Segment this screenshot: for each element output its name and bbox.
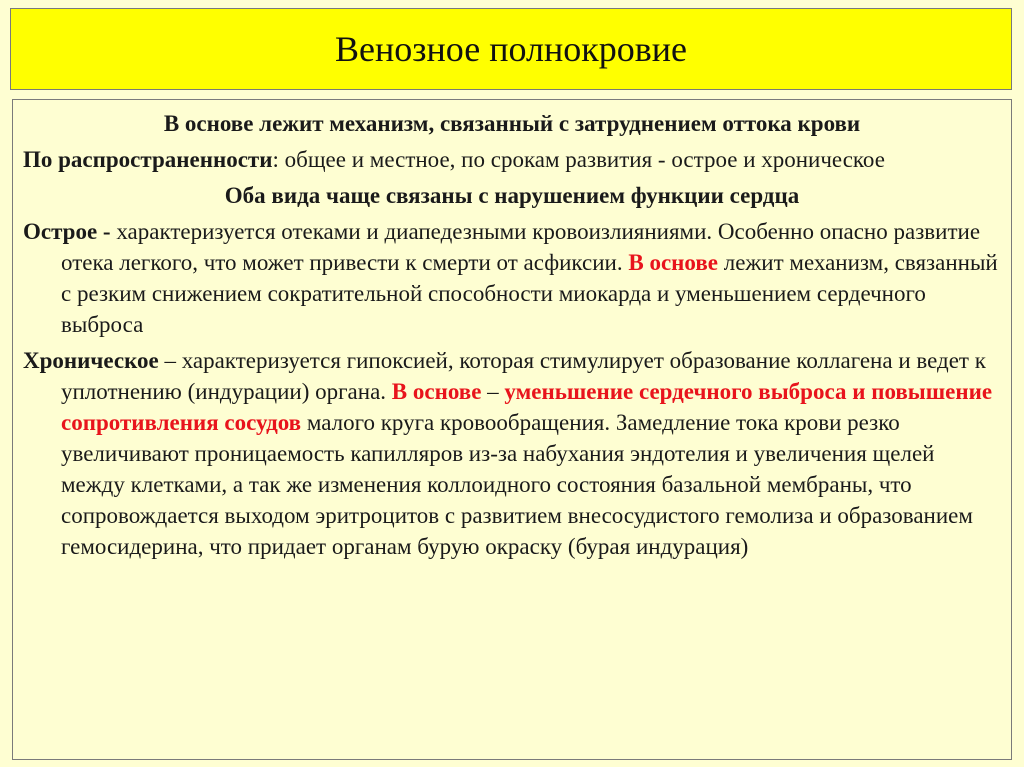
title-banner — [10, 8, 1012, 90]
chronic-text-1: – характеризуется гипоксией, которая стимулирует образование коллагена и ведет к уплотнению (индурации) органа. — [61, 348, 986, 404]
prevalence-paragraph — [23, 144, 1001, 175]
acute-text-2: лежит механизм, связанный с резким снижением сократительной способности миокарда и уменьшением сердечного выброса — [61, 250, 998, 337]
chronic-highlight-1: В основе — [391, 379, 482, 404]
acute-text-1: характеризуется отеками и диапедезными кровоизлияниями. Особенно опасно развитие отека легкого, что может привести к смерти от асфиксии. — [61, 219, 981, 275]
acute-term: Острое - — [23, 219, 111, 244]
acute-highlight: В основе — [628, 250, 718, 275]
chronic-text-3: малого круга кровообращения. Замедление тока крови резко увеличивают проницаемость капилляров из-за набухания эндотелия и увеличения щелей между клетками, а так же изменения коллоидного состояния базальной мембраны, что сопровождается выходом эритроцитов с развитием внесосудистого гемолиза и образованием гемосидерина, что придает органам бурую окраску (бурая индурация) — [61, 410, 973, 559]
chronic-text-2: – — [481, 379, 505, 404]
acute-paragraph — [23, 216, 1001, 340]
prevalence-term: По распространенности — [23, 147, 273, 172]
prevalence-text: : общее и местное, по срокам развития - острое и хроническое — [272, 147, 885, 172]
chronic-highlight-2: уменьшение сердечного выброса и повышение сопротивления сосудов — [61, 379, 993, 435]
content-panel — [12, 99, 1012, 760]
chronic-term: Хроническое — [23, 348, 159, 373]
heart-function-line: Оба вида чаще связаны с нарушением функции сердца — [224, 183, 800, 208]
mechanism-line: В основе лежит механизм, связанный с затруднением оттока крови — [163, 111, 861, 136]
slide-title: Венозное полнокровие — [335, 29, 687, 69]
chronic-paragraph — [23, 345, 1001, 562]
